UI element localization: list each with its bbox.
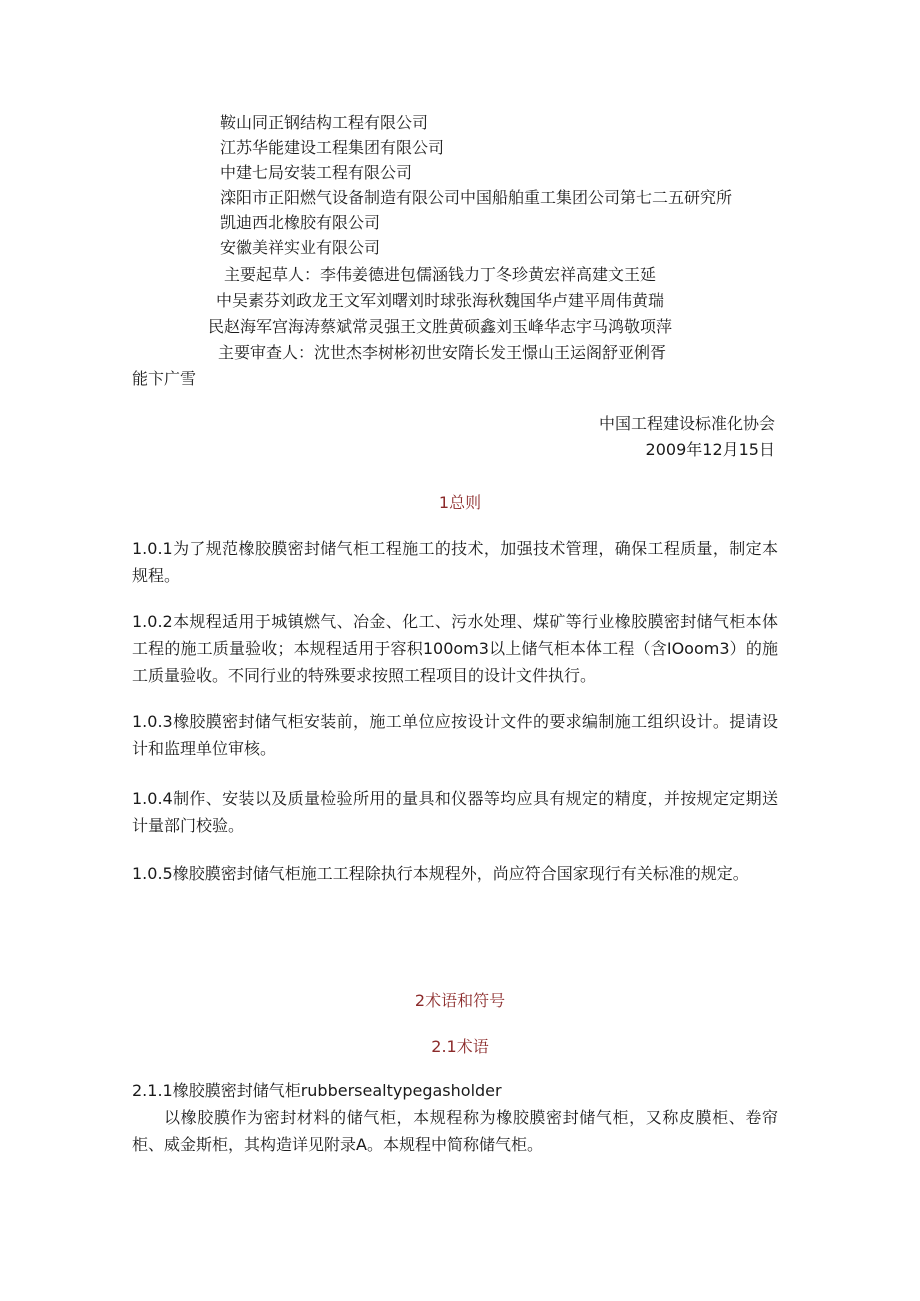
company-line: 滦阳市正阳燃气设备制造有限公司中国船舶重工集团公司第七二五研究所 bbox=[220, 188, 733, 207]
clause bbox=[132, 708, 778, 762]
reviewers-line: 主要审查人：沈世杰李树彬初世安隋长发王憬山王运阁舒亚俐胥 bbox=[218, 343, 667, 362]
chapter-title: 2术语和符号 bbox=[414, 991, 506, 1010]
clause-text: 1.0.1为了规范橡胶膜密封储气柜工程施工的技术，加强技术管理，确保工程质量，制定本规程。 bbox=[132, 539, 778, 585]
term-title: 2.1.1橡胶膜密封储气柜rubbersealtypegasholder bbox=[132, 1081, 502, 1100]
clause-text: 1.0.3橡胶膜密封储气柜安装前，施工单位应按设计文件的要求编制施工组织设计。提请设计和监理单位审核。 bbox=[132, 712, 778, 758]
clause-text: 1.0.4制作、安装以及质量检验所用的量具和仪器等均应具有规定的精度，并按规定定期送计量部门校验。 bbox=[132, 789, 778, 835]
term-definition-text: 以橡胶膜作为密封材料的储气柜，本规程称为橡胶膜密封储气柜，又称皮膜柜、卷帘柜、威金斯柜，其构造详见附录A。本规程中简称储气柜。 bbox=[132, 1108, 778, 1154]
company-line: 凯迪西北橡胶有限公司 bbox=[220, 213, 381, 232]
company-line: 江苏华能建设工程集团有限公司 bbox=[220, 138, 445, 157]
drafters-line: 主要起草人：李伟姜德进包儒涵钱力丁冬珍黄宏祥高建文王延 bbox=[224, 265, 657, 284]
company-line: 安徽美祥实业有限公司 bbox=[220, 238, 381, 257]
clause bbox=[132, 535, 778, 589]
clause bbox=[132, 785, 778, 839]
clause bbox=[132, 608, 778, 689]
company-line: 鞍山同正钢结构工程有限公司 bbox=[220, 113, 429, 132]
reviewers-line: 能卞广雪 bbox=[132, 369, 197, 388]
issue-date: 2009年12月15日 bbox=[645, 440, 775, 459]
issuer-org: 中国工程建设标准化协会 bbox=[598, 414, 775, 433]
section-title: 2.1术语 bbox=[431, 1037, 489, 1056]
drafters-line: 中吴素芬刘政龙王文军刘曙刘时球张海秋魏国华卢建平周伟黄瑞 bbox=[216, 291, 665, 310]
clause-text: 1.0.2本规程适用于城镇燃气、冶金、化工、污水处理、煤矿等行业橡胶膜密封储气柜本体工程的施工质量验收；本规程适用于容积100om3以上储气柜本体工程（含IOoom3）的施工质量验收。不同行业的特殊要求按照工程项目的设计文件执行。 bbox=[132, 612, 778, 685]
drafters-line: 民赵海军宫海涛蔡斌常灵强王文胜黄硕鑫刘玉峰华志宇马鸿敬项萍 bbox=[208, 317, 673, 336]
clause-text: 1.0.5橡胶膜密封储气柜施工工程除执行本规程外，尚应符合国家现行有关标准的规定。 bbox=[132, 864, 749, 883]
company-line: 中建七局安装工程有限公司 bbox=[220, 163, 413, 182]
term-definition bbox=[132, 1104, 778, 1158]
chapter-title: 1总则 bbox=[438, 493, 482, 512]
clause bbox=[132, 860, 778, 887]
